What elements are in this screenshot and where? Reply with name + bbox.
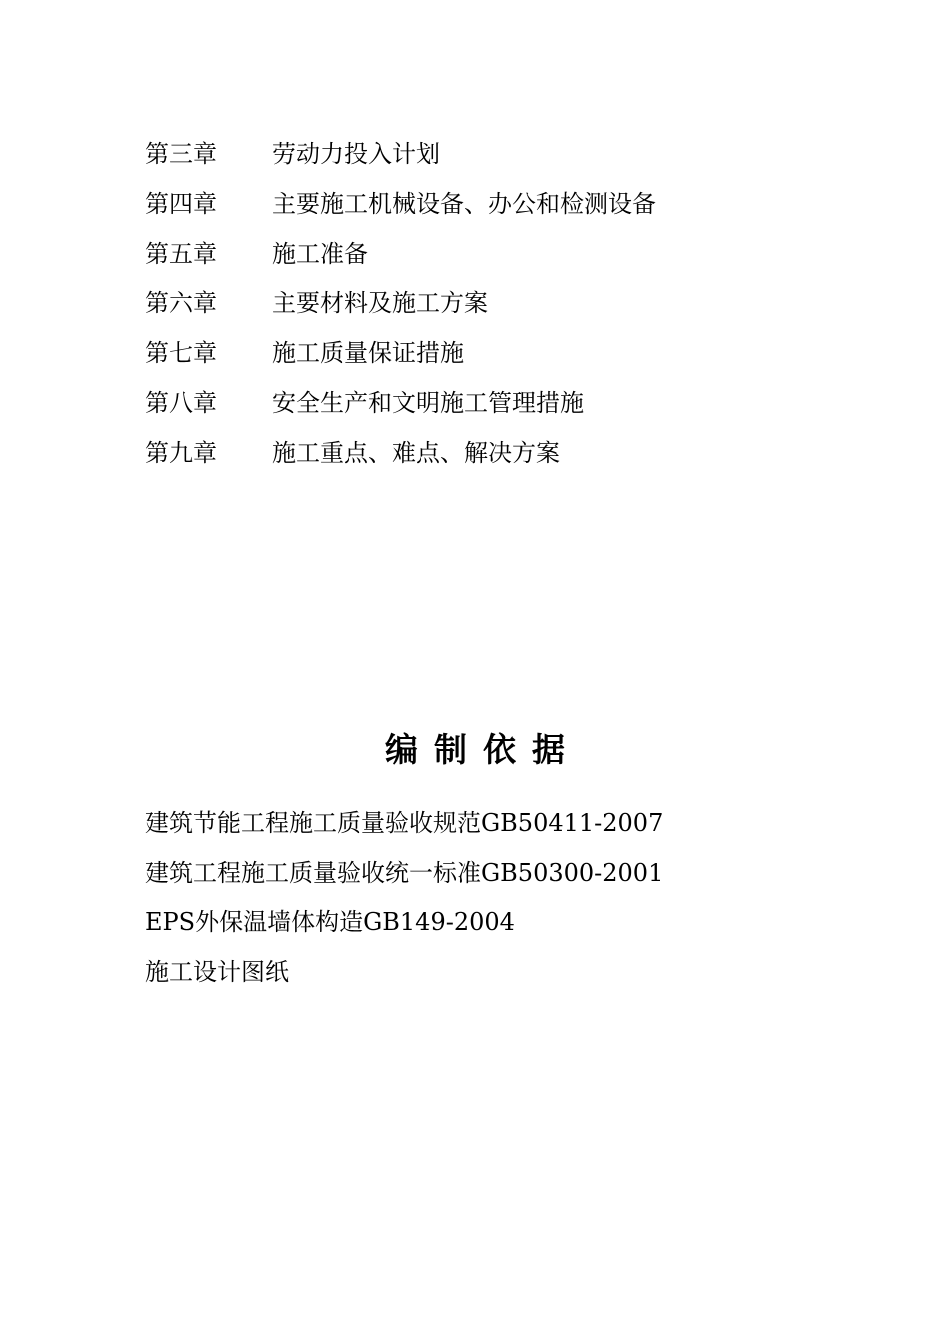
toc-chapter-number: 第五章 <box>145 239 217 268</box>
toc-chapter-number: 第三章 <box>145 140 217 168</box>
toc-chapter-title: 施工重点、难点、解决方案 <box>272 438 560 467</box>
toc-chapter-title: 劳动力投入计划 <box>272 140 440 168</box>
toc-row <box>145 230 845 280</box>
toc-chapter-number: 第九章 <box>145 438 217 467</box>
toc-chapter-number: 第四章 <box>145 189 217 218</box>
toc-chapter-number: 第六章 <box>145 289 217 318</box>
basis-item: 施工设计图纸 <box>145 957 289 986</box>
toc-chapter-title: 安全生产和文明施工管理措施 <box>272 388 584 417</box>
toc-row <box>145 329 845 379</box>
toc-chapter-title: 主要材料及施工方案 <box>272 289 488 318</box>
toc-chapter-title: 施工准备 <box>272 239 368 268</box>
basis-item: EPS外保温墙体构造GB149-2004 <box>145 908 515 937</box>
basis-list <box>145 799 905 997</box>
toc-row <box>145 279 845 329</box>
toc-row <box>145 429 845 479</box>
table-of-contents <box>145 130 845 479</box>
basis-heading: 编制依据 <box>385 730 581 769</box>
toc-row <box>145 180 845 230</box>
basis-item: 建筑节能工程施工质量验收规范GB50411-2007 <box>145 809 664 837</box>
toc-chapter-number: 第七章 <box>145 339 217 368</box>
toc-chapter-number: 第八章 <box>145 388 217 417</box>
basis-item: 建筑工程施工质量验收统一标准GB50300-2001 <box>145 858 664 887</box>
toc-row <box>145 130 845 180</box>
toc-chapter-title: 主要施工机械设备、办公和检测设备 <box>272 189 656 218</box>
toc-chapter-title: 施工质量保证措施 <box>272 339 464 368</box>
toc-row <box>145 379 845 429</box>
